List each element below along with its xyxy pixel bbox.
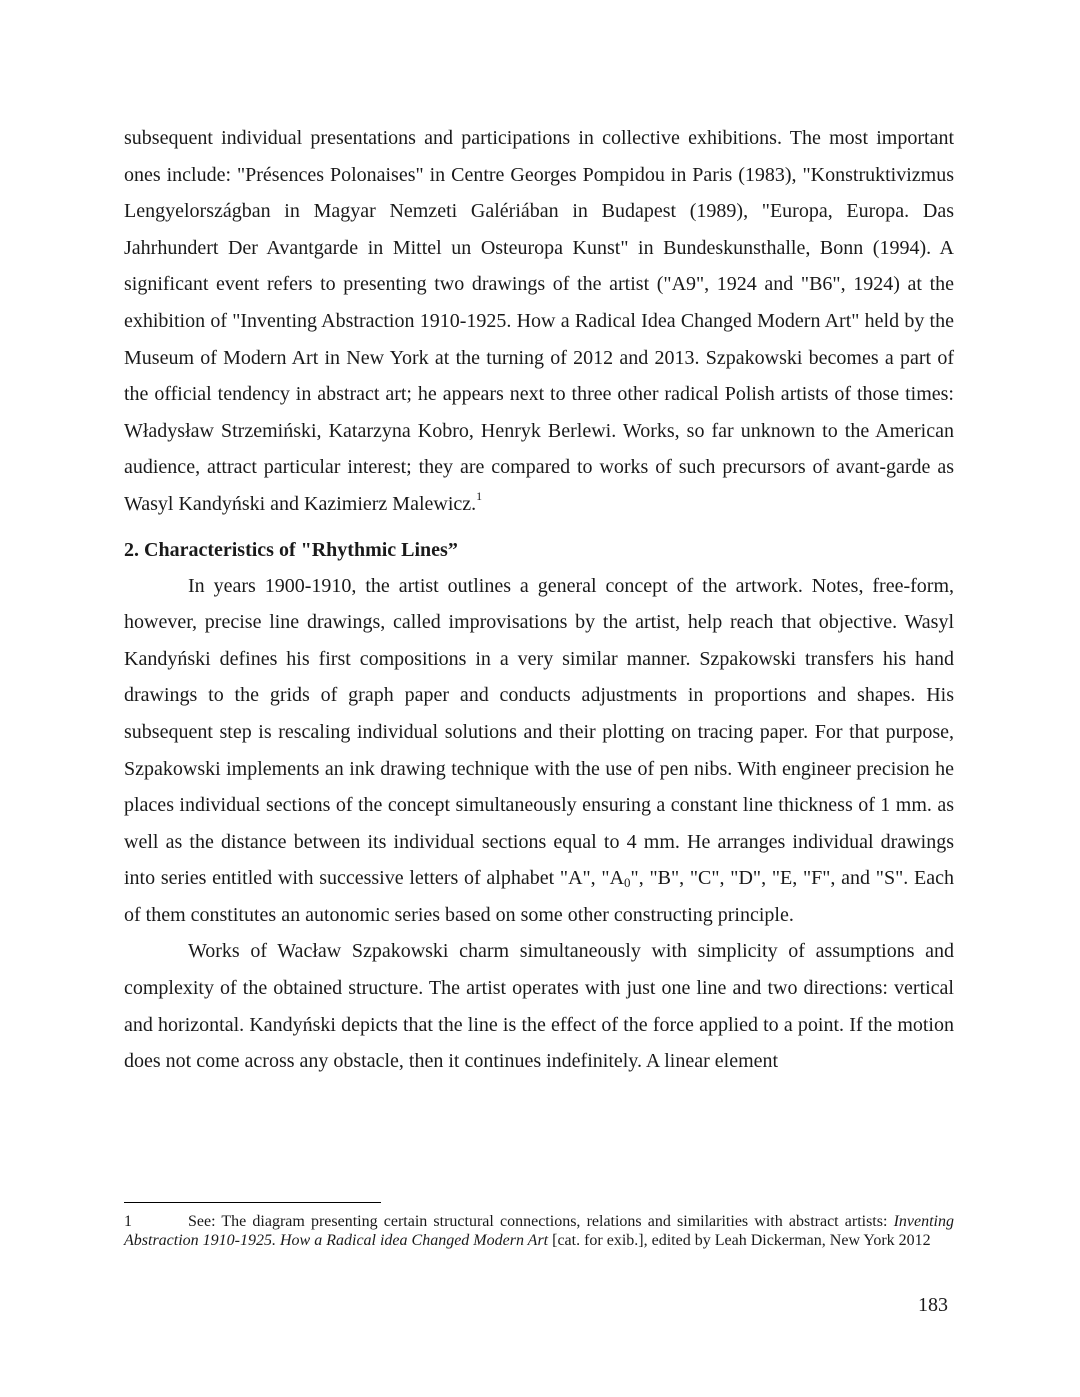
section-heading: 2. Characteristics of "Rhythmic Lines”: [124, 538, 458, 561]
footnote-text-before: See: The diagram presenting certain structural connections, relations and similarities with abstract artists:: [188, 1213, 894, 1230]
body-paragraph-3: Works of Wacław Szpakowski charm simultaneously with simplicity of assumptions and complexity of the obtained structure. The artist operates with just one line and two directions: vertical and horizontal. Kandyński depicts that the line is the effect of the force applied to a point. If the motion does not come across any obstacle, then it continues indefinitely. A linear element: [124, 940, 954, 1073]
footnote-1: [124, 1212, 954, 1250]
footnote-number: 1: [124, 1213, 132, 1230]
footnote-separator: [124, 1202, 381, 1203]
paragraph-2-text-part-1: In years 1900-1910, the artist outlines a general concept of the artwork. Notes, free-form, however, precise line drawings, called improvisations by the artist, help reach that objective. Wasyl Kandyński defines his first compositions in a very similar manner. Szpakowski transfers his hand drawings to the grids of graph paper and conducts adjustments in proportions and shapes. His subsequent step is rescaling individual solutions and their plotting on tracing paper. For that purpose, Szpakowski implements an ink drawing technique with the use of pen nibs. With engineer precision he places individual sections of the concept simultaneously ensuring a constant line thickness of 1 mm. as well as the distance between its individual sections equal to 4 mm. He arranges individual drawings into series entitled with successive letters of alphabet "A", "A: [124, 574, 954, 890]
paragraph-1-text: subsequent individual presentations and participations in collective exhibitions. The most important ones include: "Présences Polonaises" in Centre Georges Pompidou in Paris (1983), "Konstruktivizmus Lengyelországban in Magyar Nemzeti Galériában in Budapest (1989), "Europa, Europa. Das Jahrhundert Der Avantgarde in Mittel un Osteuropa Kunst" in Bundeskunsthalle, Bonn (1994). A significant event refers to presenting two drawings of the artist ("A9", 1924 and "B6", 1924) at the exhibition of "Inventing Abstraction 1910-1925. How a Radical Idea Changed Modern Art" held by the Museum of Modern Art in New York at the turning of 2012 and 2013. Szpakowski becomes a part of the official tendency in abstract art; he appears next to three other radical Polish artists of those times: Władysław Strzemiński, Katarzyna Kobro, Henryk Berlewi. Works, so far unknown to the American audience, attract particular interest; they are compared to works of such precursors of avant-garde as Wasyl Kandyński and Kazimierz Malewicz.: [124, 127, 954, 515]
page-number: 183: [918, 1294, 948, 1316]
page-body: [124, 120, 954, 1080]
subscript-zero: 0: [624, 875, 631, 891]
footnote-cited-title: Inventing Abstraction 1910-1925. How a Radical idea Changed Modern Art: [124, 1213, 954, 1249]
paragraph-2-text-part-2: ", "B", "C", "D", "E, "F", and "S". Each of them constitutes an autonomic series based on some other constructing principle.: [124, 867, 954, 926]
footnote-reference-1[interactable]: 1: [476, 489, 483, 504]
body-paragraph-2: [124, 568, 954, 934]
footnote-text-after: [cat. for exib.], edited by Leah Dickerman, New York 2012: [548, 1232, 931, 1249]
body-paragraph-1: [124, 120, 954, 523]
